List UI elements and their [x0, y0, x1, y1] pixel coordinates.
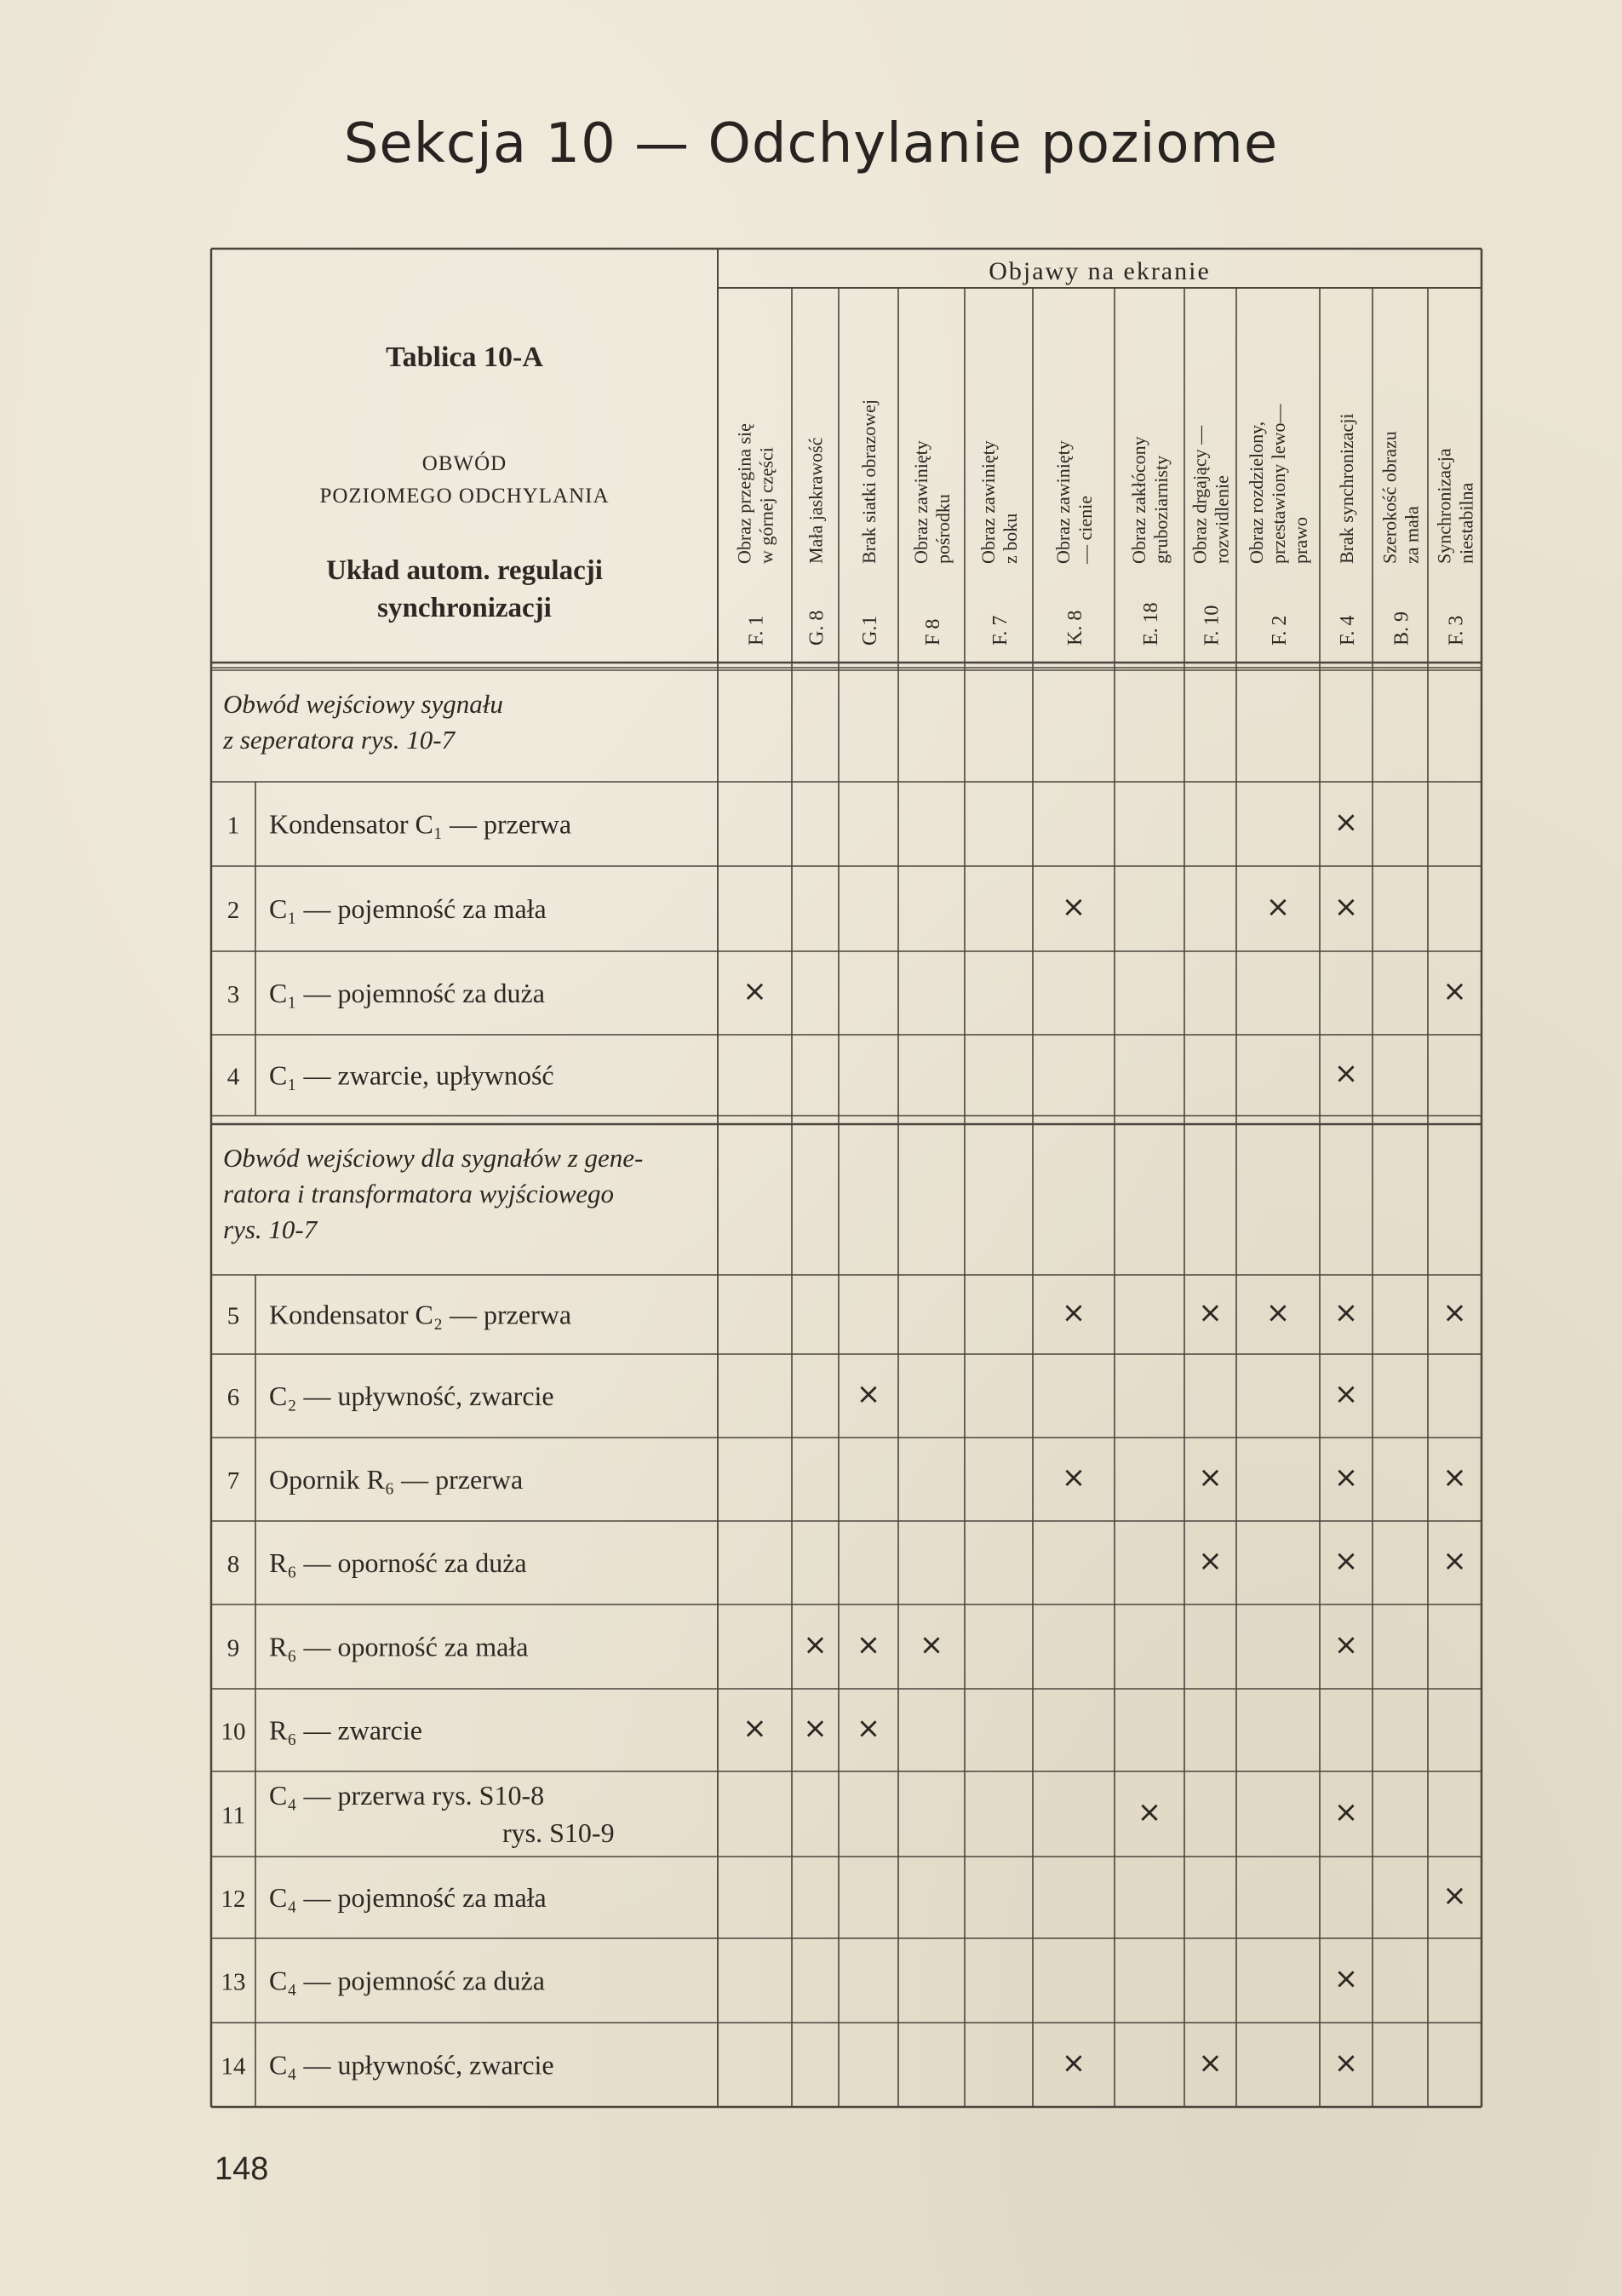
row-number: 14 — [221, 2052, 246, 2081]
column-header-label: za mała — [1401, 506, 1423, 564]
table-title: Tablica 10-A — [386, 342, 543, 373]
symptom-mark: × — [1333, 1627, 1359, 1662]
column-header-label: prawo — [1290, 517, 1311, 564]
section-heading: z seperatora rys. 10-7 — [223, 725, 456, 755]
section-heading: rys. 10-7 — [223, 1214, 318, 1244]
column-header-label: Brak synchronizacji — [1336, 413, 1357, 564]
row-number: 12 — [221, 1886, 246, 1913]
symptom-mark: × — [1061, 1461, 1086, 1495]
row-label: C₄ — upływność, zwarcie — [269, 2049, 554, 2081]
symptom-mark: × — [1333, 1961, 1359, 1996]
column-code: B. 9 — [1390, 611, 1413, 646]
column-header-label: przestawiony lewo— — [1268, 404, 1289, 564]
symptom-mark: × — [1442, 1295, 1467, 1330]
row-number: 9 — [226, 1634, 240, 1662]
row-number: 8 — [226, 1551, 240, 1578]
symptom-mark: × — [803, 1711, 828, 1746]
row-label: Kondensator C₂ — przerwa — [269, 1299, 572, 1330]
symptom-mark: × — [1198, 1461, 1223, 1495]
column-code: F. 3 — [1445, 615, 1468, 646]
symptom-mark: × — [1061, 890, 1086, 924]
symptom-mark: × — [1198, 2046, 1223, 2081]
column-code: F. 1 — [745, 615, 768, 646]
row-label: R₆ — oporność za duża — [269, 1547, 527, 1578]
symptoms-header: Objawy na ekranie — [989, 257, 1211, 285]
page-number: 148 — [215, 2151, 269, 2187]
column-header-label: Szerokość obrazu — [1378, 431, 1401, 564]
row-number: 1 — [226, 812, 240, 840]
symptom-mark: × — [1333, 1056, 1359, 1091]
symptom-mark: × — [1137, 1795, 1162, 1829]
column-code: E. 18 — [1140, 602, 1162, 646]
symptom-mark: × — [1265, 1295, 1291, 1330]
column-code: K. 8 — [1064, 610, 1086, 646]
column-header-label: w górnej części — [755, 447, 777, 564]
row-number: 2 — [226, 897, 240, 924]
column-code: F. 4 — [1337, 615, 1359, 646]
symptom-mark: × — [919, 1627, 944, 1662]
section-heading: Obwód wejściowy dla sygnałów z gene- — [223, 1143, 644, 1173]
symptom-mark: × — [1333, 1295, 1359, 1330]
column-header-label: Mała jaskrawość — [805, 437, 827, 564]
symptom-mark: × — [1333, 1461, 1359, 1495]
section-heading: ratora i transformatora wyjściowego — [223, 1179, 615, 1208]
column-header-label: Obraz zawinięty — [977, 440, 999, 564]
symptom-mark: × — [1333, 2046, 1359, 2081]
column-header-label: rozwidlenie — [1211, 475, 1233, 564]
symptom-mark: × — [1061, 1295, 1086, 1330]
page-title: Sekcja 10 — Odchylanie poziome — [343, 112, 1279, 175]
row-label: C₄ — pojemność za duża — [269, 1965, 545, 1996]
symptom-mark: × — [1198, 1544, 1223, 1578]
symptom-mark: × — [1442, 1544, 1467, 1578]
row-label: C₁ — pojemność za mała — [269, 893, 547, 924]
symptom-mark: × — [856, 1377, 881, 1411]
row-number: 10 — [221, 1718, 246, 1746]
row-number: 3 — [226, 981, 240, 1008]
column-header-label: Obraz zawinięty — [910, 440, 931, 564]
column-header-label: Obraz zawinięty — [1052, 440, 1074, 564]
row-label: Opornik R₆ — przerwa — [269, 1464, 524, 1495]
symptom-mark: × — [1442, 1461, 1467, 1495]
column-header-label: Synchronizacja — [1433, 448, 1455, 564]
symptom-mark: × — [856, 1711, 881, 1746]
row-number: 5 — [226, 1302, 240, 1330]
row-number: 7 — [226, 1467, 240, 1495]
column-code: F. 7 — [989, 615, 1012, 646]
column-code: F 8 — [922, 618, 944, 646]
column-header-label: — cienie — [1075, 495, 1096, 564]
symptom-mark: × — [1442, 974, 1467, 1008]
row-label: C₄ — pojemność za mała — [269, 1882, 547, 1913]
row-number: 11 — [221, 1802, 245, 1829]
row-label: C₁ — pojemność za duża — [269, 978, 545, 1008]
column-header-label: pośrodku — [932, 494, 954, 564]
column-code: G. 8 — [805, 610, 828, 646]
symptom-mark: × — [742, 1711, 767, 1746]
column-header-label: z boku — [1000, 513, 1021, 564]
section-heading: Obwód wejściowy sygnału — [223, 689, 503, 719]
column-code: F. 2 — [1269, 615, 1291, 646]
symptom-mark: × — [1442, 1879, 1467, 1913]
system-description-line2: synchronizacji — [377, 593, 552, 623]
row-label: C₄ — przerwa rys. S10-8 — [269, 1780, 545, 1811]
column-header-label: niestabilna — [1455, 482, 1477, 564]
symptom-mark: × — [1265, 890, 1291, 924]
column-code: F. 10 — [1201, 605, 1224, 646]
system-description-line1: Układ autom. regulacji — [326, 555, 603, 586]
row-number: 6 — [226, 1384, 240, 1411]
symptom-mark: × — [856, 1627, 881, 1662]
column-header-label: Obraz przegina się — [733, 423, 755, 564]
row-label: Kondensator C₁ — przerwa — [269, 808, 572, 840]
row-label: C₁ — zwarcie, upływność — [269, 1059, 554, 1091]
column-header-label: Obraz drgający — — [1189, 425, 1211, 564]
symptom-mark: × — [803, 1627, 828, 1662]
column-header-label: Obraz zakłócony — [1128, 436, 1149, 564]
column-header-label: Obraz rozdzielony, — [1246, 421, 1267, 564]
column-header-label: Brak siatki obrazowej — [858, 399, 880, 564]
row-label: R₆ — zwarcie — [269, 1714, 422, 1746]
row-label: R₆ — oporność za mała — [269, 1631, 529, 1662]
symptom-mark: × — [1333, 1544, 1359, 1578]
circuit-name-line2: POZIOMEGO ODCHYLANIA — [319, 485, 610, 508]
row-label-continued: rys. S10-9 — [502, 1817, 615, 1848]
symptom-mark: × — [1198, 1295, 1223, 1330]
column-code: G.1 — [859, 615, 881, 646]
symptom-mark: × — [1061, 2046, 1086, 2081]
symptom-mark: × — [742, 974, 767, 1008]
symptom-mark: × — [1333, 1377, 1359, 1411]
row-number: 13 — [221, 1968, 246, 1996]
symptom-mark: × — [1333, 1795, 1359, 1829]
row-label: C₂ — upływność, zwarcie — [269, 1380, 554, 1411]
column-header-label: gruboziarnisty — [1150, 455, 1172, 564]
circuit-name-line1: OBWÓD — [421, 452, 507, 475]
row-number: 4 — [226, 1063, 240, 1091]
symptom-mark: × — [1333, 890, 1359, 924]
symptom-mark: × — [1333, 805, 1359, 840]
